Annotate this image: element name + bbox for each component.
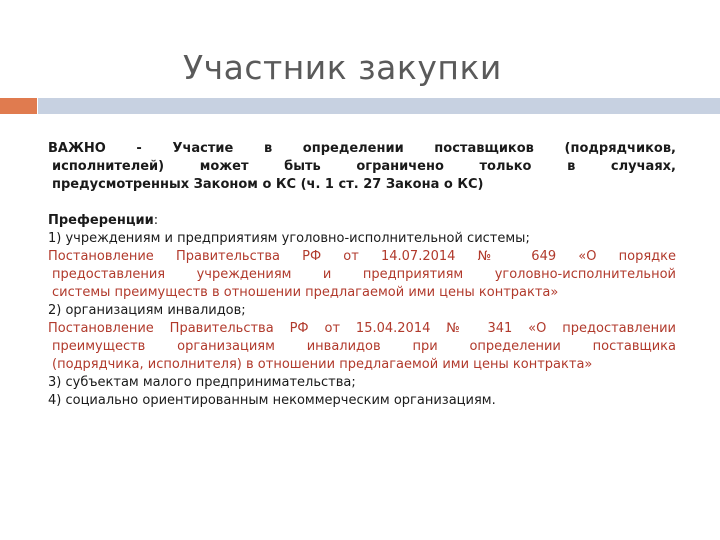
decree-649-line-3: системы преимуществ в отношении предлагаемой ими цены контракта» [52,285,559,300]
accent-bar [0,98,37,114]
list-item-3: 3) субъектам малого предпринимательства; [48,375,356,390]
decree-649-line-2: предоставления учреждениям и предприятиям уголовно-исполнительной [52,267,676,282]
list-item-2: 2) организациям инвалидов; [48,303,246,318]
decree-649 [48,248,676,302]
important-line-2: исполнителей) может быть ограничено только в случаях, [52,159,676,174]
list-item-4: 4) социально ориентированным некоммерческим организациям. [48,393,496,408]
preferences-heading-colon: : [153,213,159,228]
preferences-heading: Преференции [48,213,154,228]
decree-649-line-1: Постановление Правительства РФ от 14.07.2014 № 649 «О порядке [48,249,676,264]
preferences-heading-row [48,212,676,230]
important-line-1: ВАЖНО - Участие в определении поставщиков (подрядчиков, [48,141,676,156]
decree-341-line-2: преимуществ организациям инвалидов при определении поставщика [52,339,676,354]
important-note [48,140,676,194]
header-band [38,98,720,114]
slide-body [48,140,676,410]
list-item-1: 1) учреждениям и предприятиям уголовно-исполнительной системы; [48,231,530,246]
decree-341-line-3: (подрядчика, исполнителя) в отношении предлагаемой ими цены контракта» [52,357,593,372]
decree-341-line-1: Постановление Правительства РФ от 15.04.2014 № 341 «О предоставлении [48,321,676,336]
slide-title: Участник закупки [183,48,502,87]
decree-341 [48,320,676,374]
important-line-3: предусмотренных Законом о КС (ч. 1 ст. 27 Закона о КС) [52,177,484,192]
